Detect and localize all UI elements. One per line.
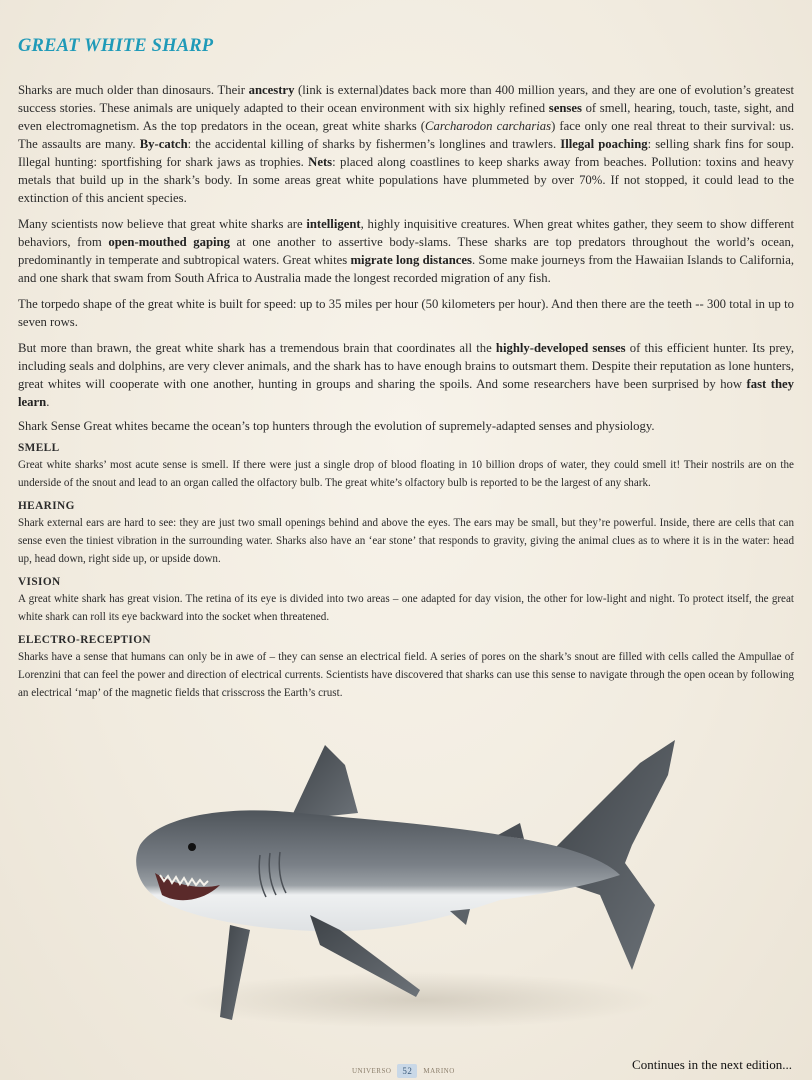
text-run: : placed along coastlines to keep sharks away from beaches. Pollution: toxins and heavy metals that build up in the shark’s body. In some areas great white populations have plummeted by over 70%. If not stopped, it could lead to the extinction of this ancient species.: [18, 155, 795, 205]
bold-ancestry: ancestry: [248, 83, 295, 97]
brain-paragraph: [18, 339, 794, 411]
speed-paragraph: The torpedo shape of the great white is built for speed: up to 35 miles per hour (50 kilometers per hour). And then there are the teeth -- 300 total in up to seven rows.: [18, 297, 794, 329]
section-heading: SMELL: [18, 442, 60, 454]
intelligence-paragraph: [18, 215, 794, 287]
bold-by-catch: By-catch: [139, 137, 188, 151]
shark-sense-intro: Shark Sense Great whites became the ocean’s top hunters through the evolution of supremely-adapted senses and physiology.: [18, 419, 655, 433]
article: [18, 0, 794, 702]
text-run: of smell, hearing, touch, taste, sight, and even electromagnetism. As the top predators in the ocean, great white sharks (: [18, 101, 794, 133]
vision-section: [18, 576, 794, 626]
brand-left: UNIVERSO: [352, 1067, 392, 1075]
text-run: at one another to assertive body-slams. These sharks are top predators throughout the world’s ocean, predominantly in temperate and subtropical waters. Great whites: [18, 235, 794, 267]
section-text: Sharks have a sense that humans can only be in awe of – they can sense an electrical field. A series of pores on the shark’s snout are filled with cells called the Ampullae of Lorenzini that can feel the power and direction of electrical currents. Scientists have discovered that sharks can use this sense to navigate through the open ocean by following an electrical ‘map’ of the magnetic fields that crisscross the Earth’s crust.: [18, 651, 794, 699]
text-run: , highly inquisitive creatures. When great whites gather, they seem to show different behaviors, from: [18, 217, 795, 249]
text-run: : selling shark fins for soup. Illegal hunting: sportfishing for shark jaws as trophies.: [18, 137, 794, 169]
text-run: of this efficient hunter. Its prey, including seals and dolphins, are very clever animals, and the shark has to have enough brains to outsmart them. Despite their reputation as lone hunters, great whites will cooperate with one another, hunting in groups and sharing the spoils. And some researchers have been surprised by how: [18, 341, 794, 391]
section-text: Shark external ears are hard to see: they are just two small openings behind and above the eyes. The ears may be small, but they’re powerful. Inside, there are cells that can sense even the tiniest vibration in the surrounding water. Sharks also have an ‘ear stone’ that responds to gravity, giving the animal clues as to where it is in the water: head up, head down, right side up, or upside down.: [18, 517, 794, 565]
brand-right: MARINO: [423, 1067, 455, 1075]
hearing-section: [18, 500, 794, 568]
bold-senses: senses: [548, 101, 582, 115]
bold-illegal-poaching: Illegal poaching: [560, 137, 648, 151]
intro-paragraph: [18, 81, 794, 207]
bold-open-mouthed-gaping: open-mouthed gaping: [108, 235, 230, 249]
great-white-shark-image: [120, 735, 690, 1035]
bold-migrate-long-distances: migrate long distances: [350, 253, 472, 267]
page-title: GREAT WHITE SHARP: [18, 36, 214, 56]
section-heading: VISION: [18, 576, 61, 588]
section-heading: ELECTRO-RECEPTION: [18, 634, 151, 646]
electro-reception-section: [18, 634, 794, 702]
shark-illustration: [120, 735, 690, 1035]
section-text: A great white shark has great vision. The retina of its eye is divided into two areas – one adapted for day vision, the other for low-light and night. To protect itself, the great white shark can roll its eye backward into the socket when threatened.: [18, 593, 794, 623]
smell-section: [18, 442, 794, 492]
text-run: (link is external)dates back more than 400 million years, and they are one of evolution’s greatest success stories. These animals are uniquely adapted to their ocean environment with six highly refined: [18, 83, 794, 115]
page-number: 52: [397, 1064, 417, 1078]
bold-highly-developed-senses: highly-developed senses: [495, 341, 626, 355]
scientific-name: Carcharodon carcharias: [425, 119, 552, 133]
footer-brand: [352, 1064, 455, 1078]
continues-note: Continues in the next edition...: [632, 1057, 792, 1072]
section-heading: HEARING: [18, 500, 75, 512]
text-run: Many scientists now believe that great white sharks are: [18, 217, 307, 231]
bold-fast-they-learn: fast they learn: [18, 377, 794, 409]
bold-intelligent: intelligent: [306, 217, 361, 231]
bold-nets: Nets: [308, 155, 333, 169]
text-run: ) face only one real threat to their survival: us. The assaults are many.: [18, 119, 794, 151]
text-run: . Some make journeys from the Hawaiian Islands to California, and one shark that swam from South Africa to Australia made the longest recorded migration of any fish.: [18, 253, 794, 285]
text-run: But more than brawn, the great white shark has a tremendous brain that coordinates all the: [18, 341, 496, 355]
text-run: : the accidental killing of sharks by fishermen’s longlines and trawlers.: [187, 137, 561, 151]
section-text: Great white sharks’ most acute sense is smell. If there were just a single drop of blood floating in 10 billion drops of water, they could smell it! Their nostrils are on the underside of the snout and lead to an organ called the olfactory bulb. The great white’s olfactory bulb is reported to be the largest of any shark.: [18, 459, 794, 489]
text-run: Sharks are much older than dinosaurs. Their: [18, 83, 249, 97]
text-run: .: [46, 395, 50, 409]
